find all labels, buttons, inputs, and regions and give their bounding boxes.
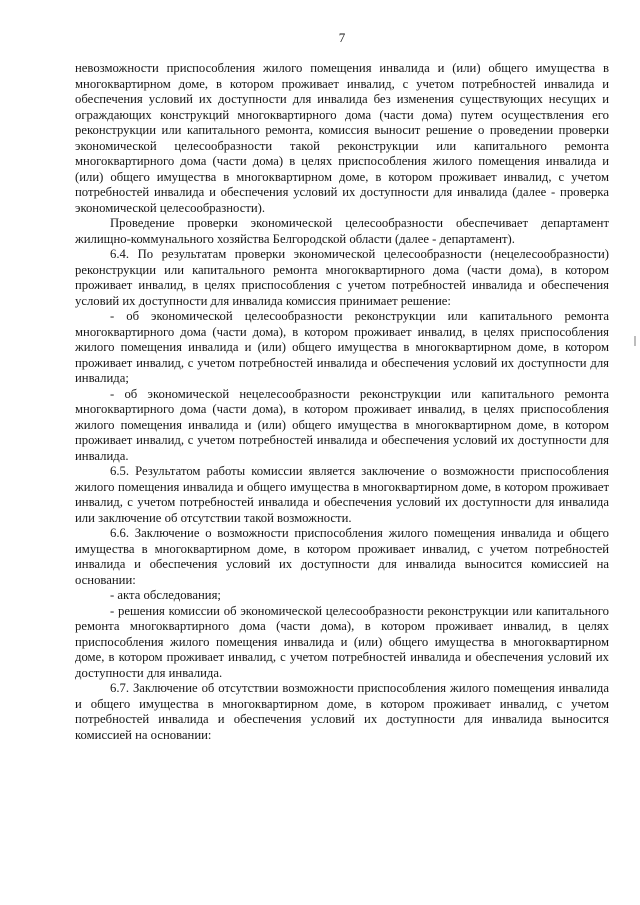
list-item-infeasible: - об экономической нецелесообразности реконструкции или капитального ремонта многоквартирного дома (части дома), в котором проживает инвалид, в целях приспособления жилого помещения инвалида и (или) общего имущества в многоквартирном доме, в котором проживает инвалид, с учетом потребностей инвалида и обеспечения условий их доступности для инвалида. [75,386,609,463]
list-item-commission-decision: - решения комиссии об экономической целесообразности реконструкции или капитального ремонта многоквартирного дома (части дома), в котором проживает инвалид, в целях приспособления жилого помещения инвалида и (или) общего имущества в многоквартирном доме, в котором проживает инвалид, с учетом потребностей инвалида и обеспечения условий их доступности для инвалида. [75,603,609,680]
list-item-feasible: - об экономической целесообразности реконструкции или капитального ремонта многоквартирного дома (части дома), в котором проживает инвалид, в целях приспособления жилого помещения инвалида и (или) общего имущества в многоквартирном доме, в котором проживает инвалид, с учетом потребностей инвалида и обеспечения условий их доступности для инвалида; [75,309,609,385]
paragraph-continuation: невозможности приспособления жилого помещения инвалида и (или) общего имущества в многоквартирном доме, в котором проживает инвалид, с учетом потребностей инвалида и обеспечения условий их доступности для инвалида без изменения существующих несущих и ограждающих конструкций многоквартирного дома (части дома) путем осуществления его реконструкции или капитального ремонта, комиссия выносит решение о проведении проверки экономической целесообразности такой реконструкции или капитального ремонта многоквартирного дома (части дома) в целях приспособления жилого помещения инвалида и (или) общего имущества в многоквартирном доме, в котором проживает инвалид, с учетом потребностей инвалида и обеспечения условий их доступности для инвалида (далее - проверка экономической целесообразности). [75,61,609,215]
list-item-inspection-act: - акта обследования; [110,588,221,602]
page-number: 7 [338,30,346,45]
paragraph-6-6: 6.6. Заключение о возможности приспособления жилого помещения инвалида и общего имущества в многоквартирном доме, в котором проживает инвалид, с учетом потребностей инвалида и обеспечения условий их доступности для инвалида выносится комиссией на основании: [75,526,609,587]
paragraph-6-7: 6.7. Заключение об отсутствии возможности приспособления жилого помещения инвалида и общего имущества в многоквартирном доме, в котором проживает инвалид, с учетом потребностей инвалида и обеспечения условий их доступности для инвалида выносится комиссией на основании: [75,681,609,742]
paragraph-verification-department: Проведение проверки экономической целесообразности обеспечивает департамент жилищно-коммунального хозяйства Белгородской области (далее - департамент). [75,216,609,246]
scan-margin-mark [634,336,636,346]
paragraph-6-4: 6.4. По результатам проверки экономической целесообразности (нецелесообразности) реконструкции или капитального ремонта многоквартирного дома (части дома), в котором проживает инвалид, в целях приспособления с учетом потребностей инвалида и обеспечения условий их доступности для инвалида комиссия принимает решение: [75,247,609,308]
paragraph-6-5: 6.5. Результатом работы комиссии является заключение о возможности приспособления жилого помещения инвалида и общего имущества в многоквартирном доме, в котором проживает инвалид, с учетом потребностей инвалида и обеспечения условий их доступности для инвалида или заключение об отсутствии такой возможности. [75,464,609,525]
